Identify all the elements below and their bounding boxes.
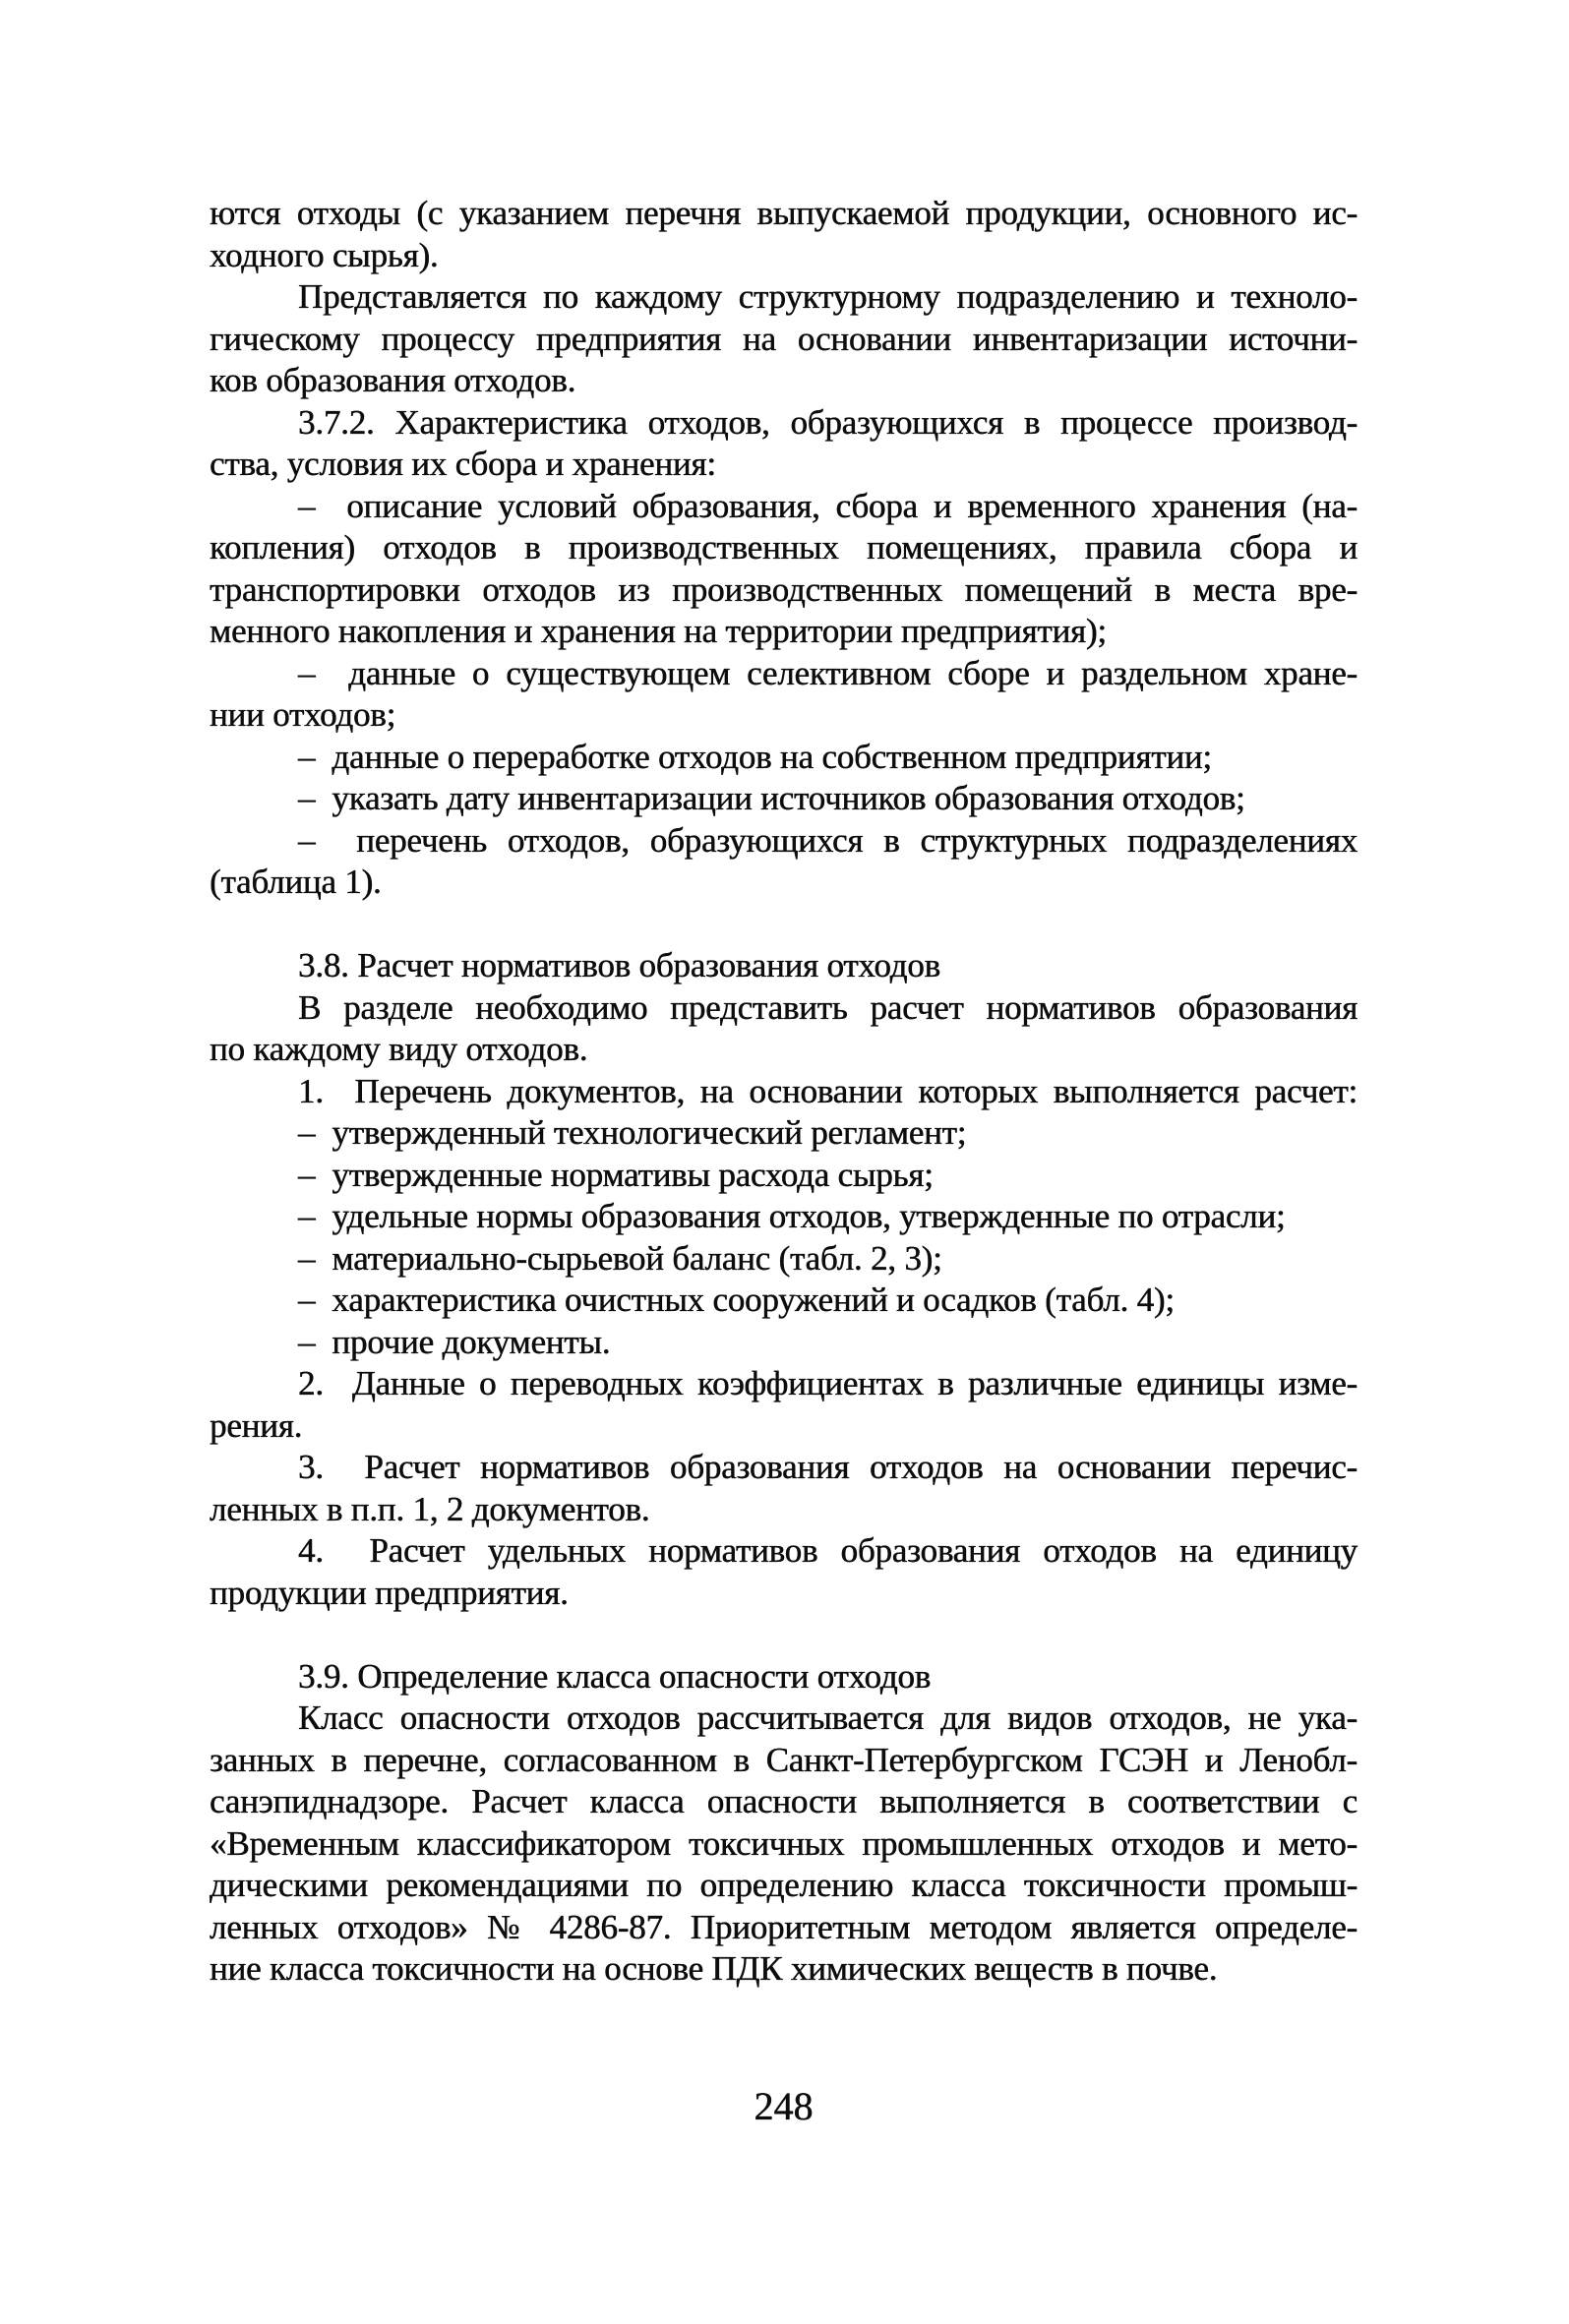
text-line: 3.9. Определение класса опасности отходов — [298, 1656, 932, 1696]
text-line: В разделе необходимо представить расчет нормативов образования — [298, 987, 1358, 1027]
text-line: – утвержденные нормативы расхода сырья; — [298, 1155, 934, 1194]
text-block — [210, 193, 1358, 1991]
text-line: нии отходов; — [210, 695, 396, 734]
text-line: ленных в п.п. 1, 2 документов. — [210, 1489, 650, 1528]
text-line: – материально-сырьевой баланс (табл. 2, 3); — [298, 1238, 942, 1278]
text-line: «Временным классификатором токсичных промышленных отходов и мето- — [210, 1823, 1358, 1863]
text-line: менного накопления и хранения на территории предприятия); — [210, 612, 1107, 650]
text-line: – утвержденный технологический регламент; — [298, 1113, 967, 1152]
text-line: ков образования отходов. — [210, 361, 576, 399]
page-number: 248 — [754, 2084, 814, 2128]
text-line: – указать дату инвентаризации источников образования отходов; — [298, 779, 1245, 817]
text-line: – перечень отходов, образующихся в структурных подразделениях — [298, 820, 1358, 860]
text-line: – удельные нормы образования отходов, утвержденные по отрасли; — [298, 1197, 1286, 1235]
text-line: рения. — [210, 1405, 303, 1445]
text-line: 3.7.2. Характеристика отходов, образующихся в процессе производ- — [298, 402, 1358, 442]
text-line: ходного сырья). — [210, 235, 439, 274]
text-line: 3. Расчет нормативов образования отходов на основании перечис- — [298, 1448, 1358, 1486]
text-line: продукции предприятия. — [210, 1573, 569, 1612]
text-line: занных в перечне, согласованном в Санкт-Петербургском ГСЭН и Ленобл- — [210, 1740, 1358, 1779]
text-line: Класс опасности отходов рассчитывается для видов отходов, не ука- — [298, 1698, 1358, 1737]
blank-line — [210, 904, 1358, 946]
text-line: 2. Данные о переводных коэффициентах в различные единицы изме- — [298, 1364, 1358, 1402]
text-line: копления) отходов в производственных помещениях, правила сбора и — [210, 528, 1358, 566]
text-line: – характеристика очистных сооружений и осадков (табл. 4); — [298, 1281, 1175, 1319]
text-line: (таблица 1). — [210, 863, 382, 901]
text-line: транспортировки отходов из производственных помещений в места вре- — [210, 569, 1358, 609]
text-line: – прочие документы. — [298, 1322, 611, 1361]
text-line: – данные о переработке отходов на собственном предприятии; — [298, 737, 1212, 776]
text-line: ются отходы (с указанием перечня выпускаемой продукции, основного ис- — [210, 194, 1358, 232]
text-line: 3.8. Расчет нормативов образования отходов — [298, 946, 940, 984]
text-line: ства, условия их сбора и хранения: — [210, 445, 716, 483]
text-line: Представляется по каждому структурному подразделению и техноло- — [298, 277, 1358, 316]
blank-line — [210, 1614, 1358, 1656]
text-line: по каждому виду отходов. — [210, 1030, 588, 1068]
text-line: 4. Расчет удельных нормативов образования отходов на единицу — [298, 1531, 1358, 1570]
text-line: – данные о существующем селективном сборе и раздельном хране- — [298, 653, 1358, 692]
text-line: ние класса токсичности на основе ПДК химических веществ в почве. — [210, 1949, 1218, 1988]
text-line: – описание условий образования, сбора и временного хранения (на- — [298, 486, 1358, 525]
text-line: санэпиднадзоре. Расчет класса опасности выполняется в соответствии с — [210, 1782, 1358, 1820]
text-line: дическими рекомендациями по определению класса токсичности промыш- — [210, 1866, 1358, 1904]
text-line: 1. Перечень документов, на основании которых выполняется расчет: — [298, 1071, 1358, 1110]
text-line: гическому процессу предприятия на основании инвентаризации источни- — [210, 319, 1358, 358]
text-line: ленных отходов» № 4286-87. Приоритетным методом является определе- — [210, 1907, 1358, 1946]
